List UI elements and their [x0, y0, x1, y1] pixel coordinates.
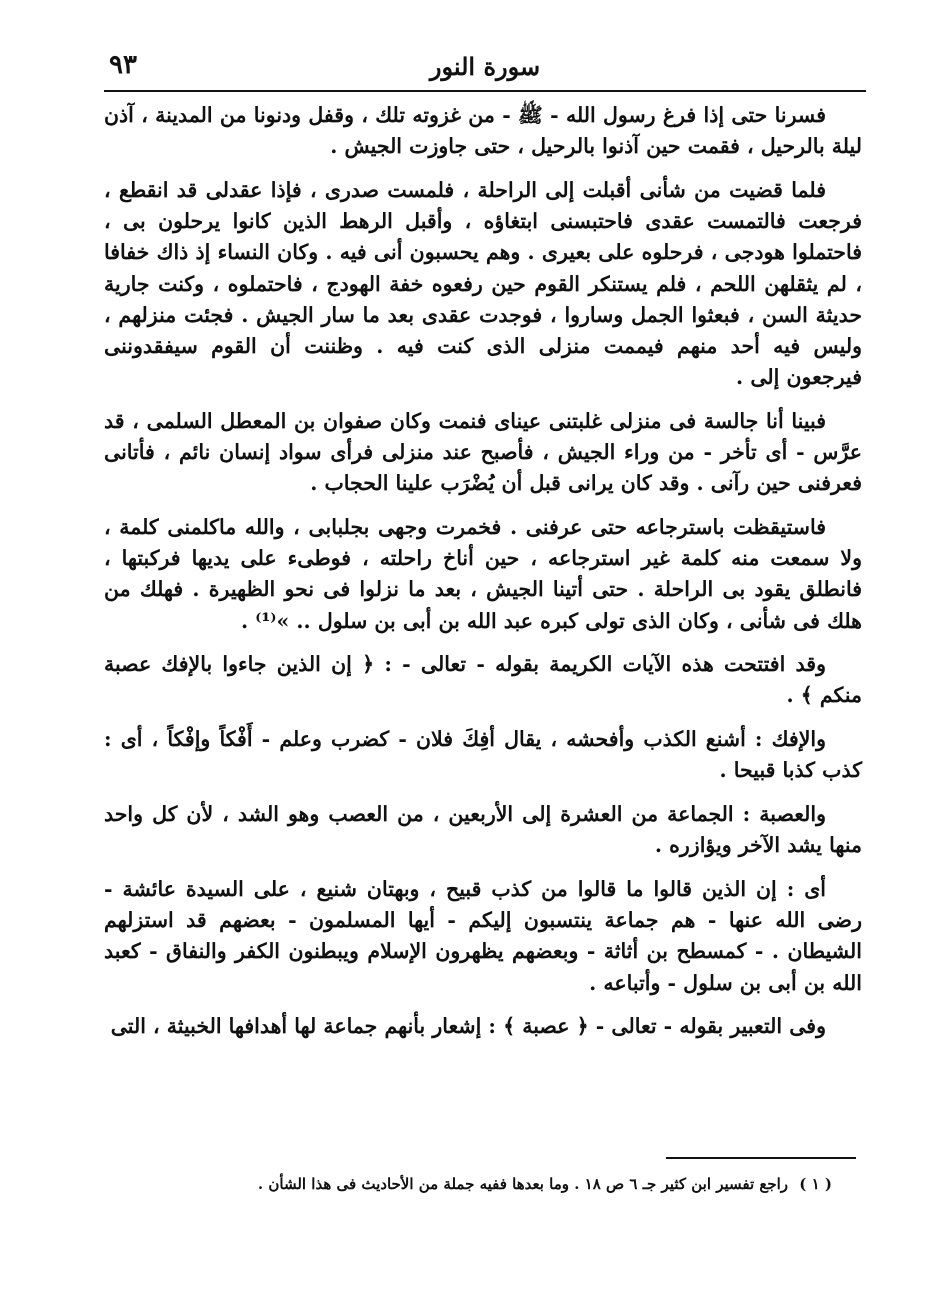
page-number: ٩٣ — [109, 50, 137, 80]
footnote-marker: ( ١ ) — [799, 1175, 832, 1193]
header-rule — [104, 90, 866, 92]
paragraph: أى : إن الذين قالوا ما قالوا من كذب قبيح ، وبهتان شنيع ، على السيدة عائشة - رضى الله عنها - هم جماعة ينتسبون إليكم - أيها المسلمون - بعضهم قد استزلهم الشيطان . - كمسطح بن أثاثة - وبعضهم يظهرون الإسلام ويبطنون الكفر والنفاق - كعبد الله بن أبى بن سلول - وأتباعه . — [104, 876, 862, 995]
paragraph: وفى التعبير بقوله - تعالى - ﴿ عصبة ﴾ : إشعار بأنهم جماعة لها أهدافها الخبيثة ، التى — [110, 1014, 826, 1039]
paragraph: فلما قضيت من شأنى أقبلت إلى الراحلة ، فلمست صدرى ، فإذا عقدلى قد انقطع ، فرجعت فالتمست عقدى فاحتبسنى ابتغاؤه ، وأقبل الرهط الذين كانوا يرحلون بى ، فاحتملوا هودجى ، فرحلوه على بعيرى . وهم يحسبون أنى فيه . وكان النساء إذ ذاك خفافا ، لم يثقلهن اللحم ، فلم يستنكر القوم حين رفعوه خفة الهودج ، فاحتملوه ، وكنت جارية حديثة السن ، فبعثوا الجمل وساروا ، فوجدت عقدى بعد ما سار الجيش . فجئت منزلهم ، وليس فيه أحد منهم فيممت منزلى الذى كنت فيه . وظننت أن القوم سيفقدوننى فيرجعون إلى . — [104, 177, 862, 390]
running-title: سورة النور — [429, 52, 541, 81]
page-header — [105, 44, 865, 84]
paragraph: وقد افتتحت هذه الآيات الكريمة بقوله - تعالى - : ﴿ إن الذين جاءوا بالإفك عصبة منكم ﴾ . — [104, 652, 862, 708]
footnote — [104, 1172, 832, 1196]
body-text — [104, 100, 862, 1055]
footnote-rule — [666, 1157, 856, 1159]
paragraph: والعصبة : الجماعة من العشرة إلى الأربعين ، من العصب وهو الشد ، لأن كل واحد منها يشد الآخر ويؤازره . — [104, 802, 862, 858]
paragraph: فبينا أنا جالسة فى منزلى غلبتنى عيناى فنمت وكان صفوان بن المعطل السلمى ، قد عرَّس - أى تأخر - من وراء الجيش ، فأصبح عند منزلى فرأى سواد إنسان نائم ، فأتانى فعرفنى حين رآنى . وقد كان يرانى قبل أن يُضْرَب علينا الحجاب . — [104, 408, 862, 496]
paragraph: فسرنا حتى إذا فرغ رسول الله - ﷺ - من غزوته تلك ، وقفل ودنونا من المدينة ، آذن ليلة بالرحيل ، فقمت حين آذنوا بالرحيل ، حتى جاوزت الجيش . — [104, 103, 862, 159]
paragraph: والإفك : أشنع الكذب وأفحشه ، يقال أفِكَ فلان - كضرب وعلم - أَفْكاً وإفْكاً ، أى : كذب كذبا قبيحا . — [104, 727, 862, 783]
paragraph: فاستيقظت باسترجاعه حتى عرفنى . فخمرت وجهى بجلبابى ، والله ماكلمنى كلمة ، ولا سمعت منه كلمة غير استرجاعه ، حين أناخ راحلته ، فوطىء على يديها فركبتها ، فانطلق يقود بى الراحلة . حتى أتينا الجيش ، بعد ما نزلوا فى نحو الظهيرة . فهلك من هلك فى شأنى ، وكان الذى تولى كبره عبد الله بن أبى بن سلول .. »⁽¹⁾ . — [104, 514, 862, 633]
footnote-text: راجع تفسير ابن كثير جـ ٦ ص ١٨ . وما بعدها ففيه جملة من الأحاديث فى هذا الشأن . — [257, 1175, 789, 1193]
